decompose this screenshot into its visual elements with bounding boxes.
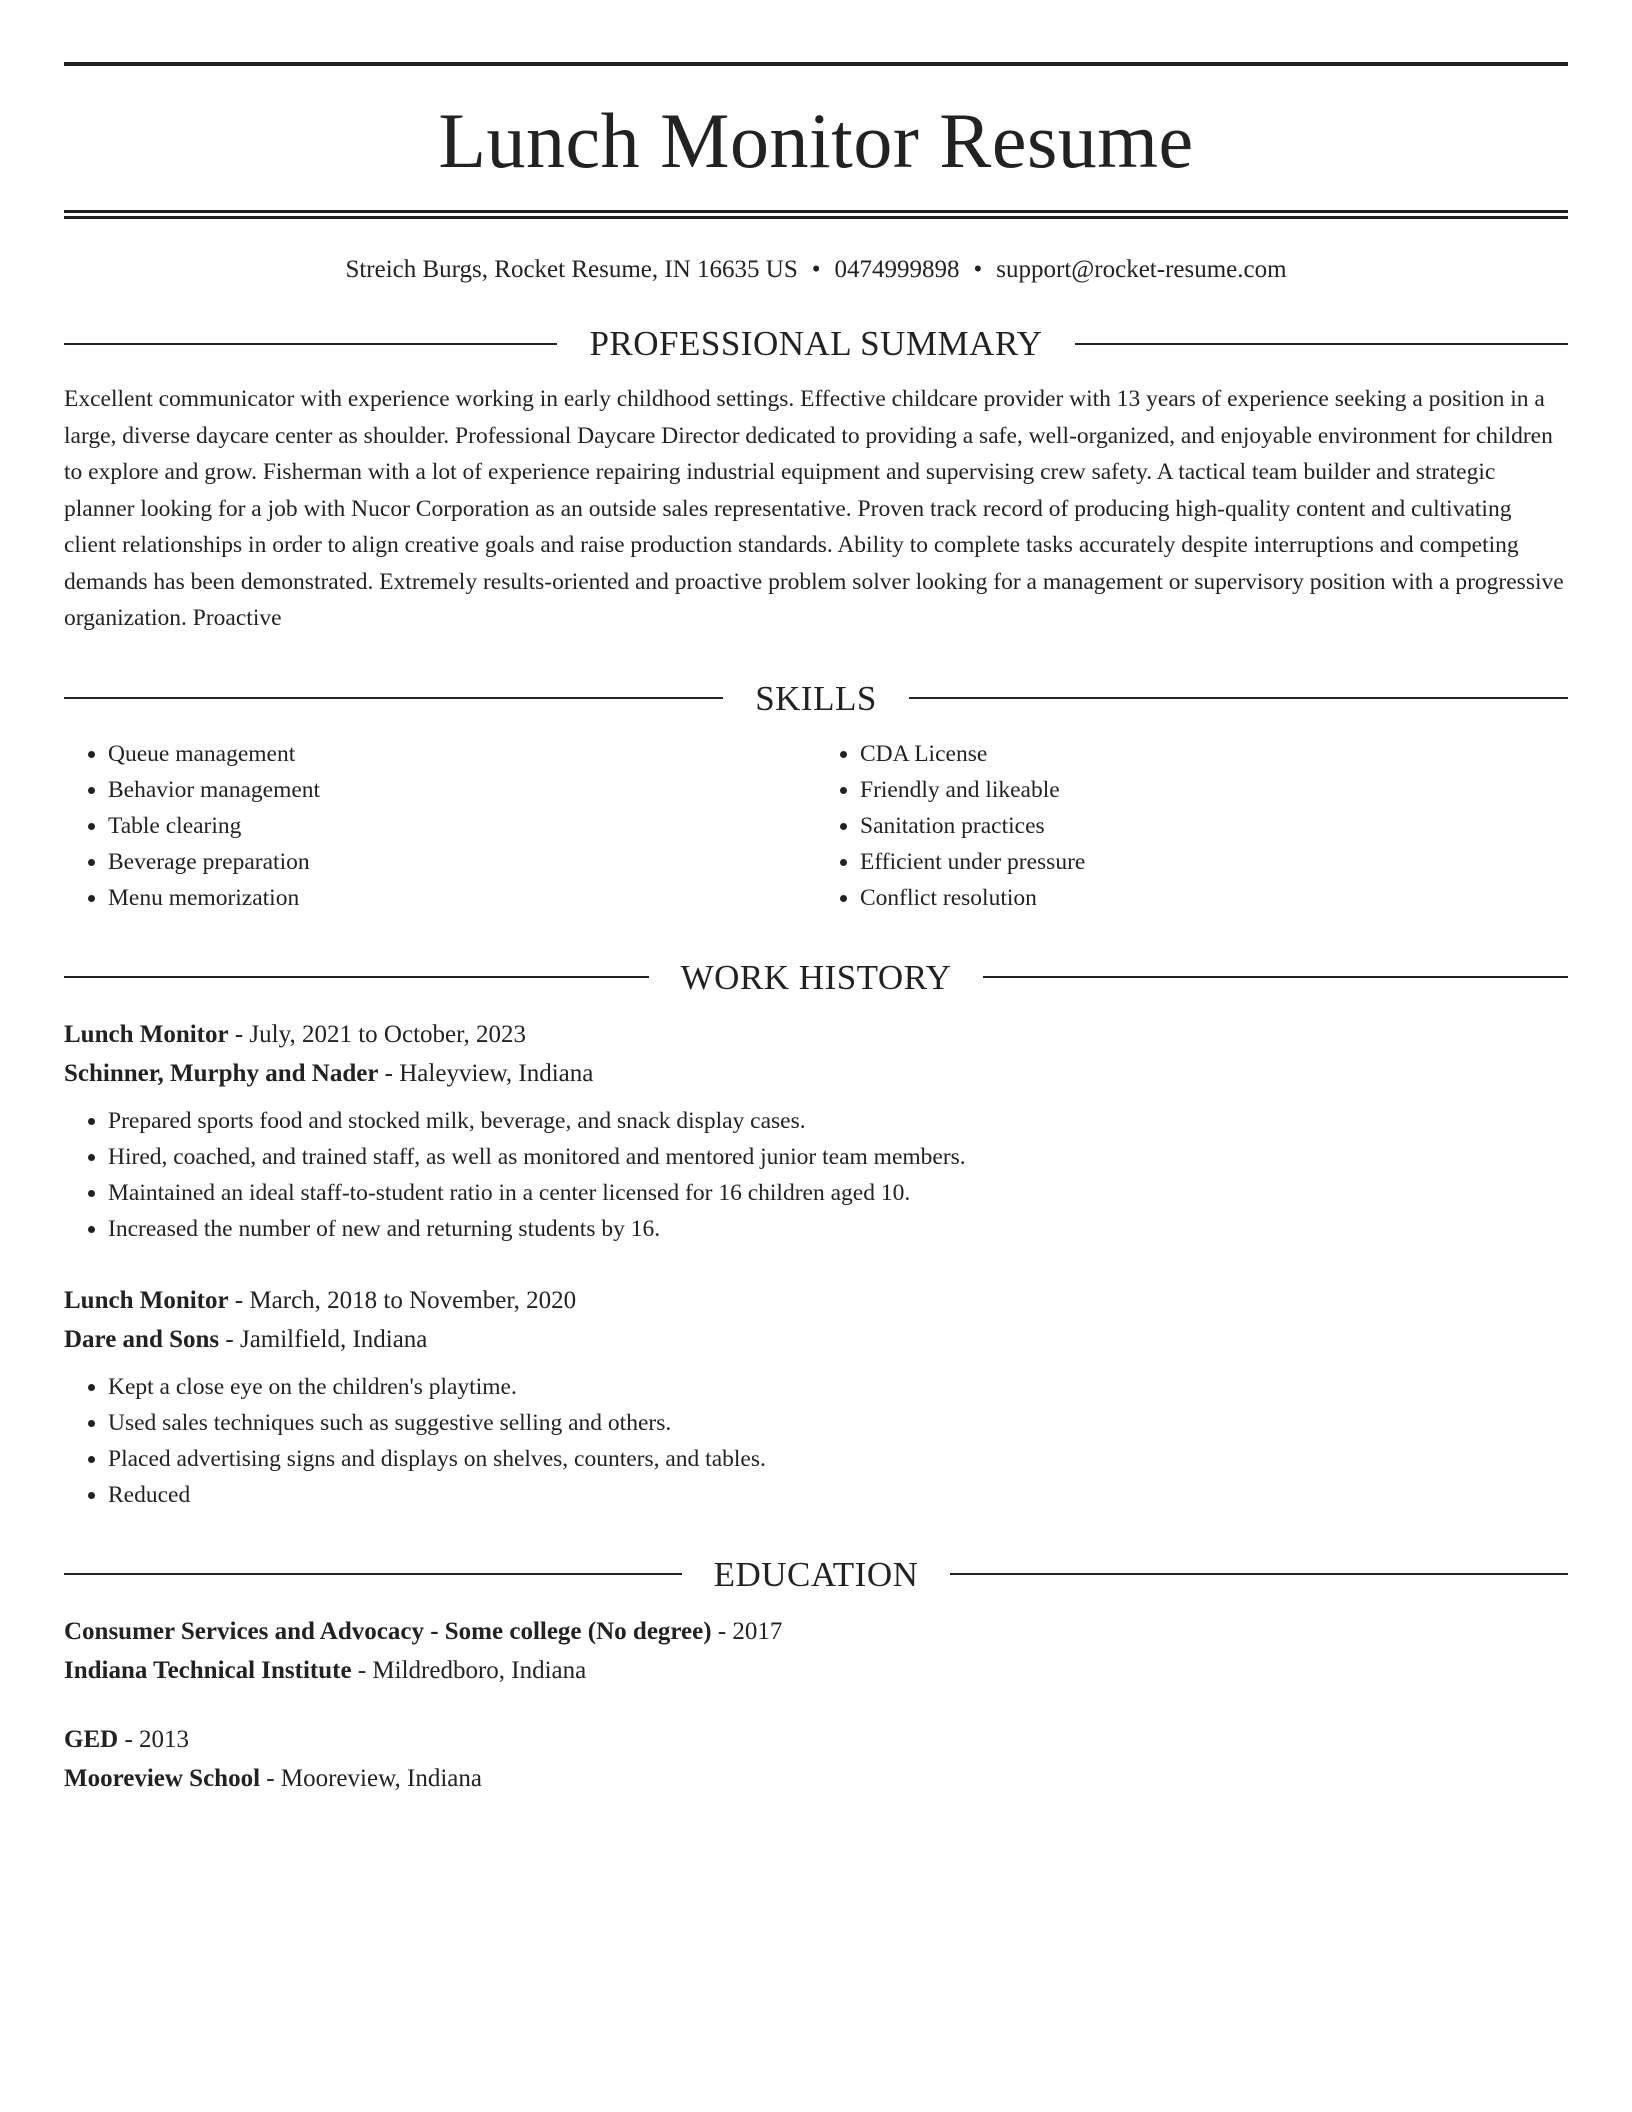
job-bullets (64, 1369, 1568, 1513)
education-section-heading (64, 1554, 1568, 1594)
skill-item: • Friendly and likeable (860, 772, 1568, 808)
summary-text: Excellent communicator with experience working in early childhood settings. Effective childcare provider with 13 years of experience seeking a position in a large, diverse daycare center as shoulder. Professional Daycare Director dedicated to providing a safe, well-organized, and enjoyable environment for children to explore and grow. Fisherman with a lot of experience repairing industrial equipment and supervising crew safety. A tactical team builder and strategic planner looking for a job with Nucor Corporation as an outside sales representative. Proven track record of producing high-quality content and cultivating client relationships in order to align creative goals and raise production standards. Ability to complete tasks accurately despite interruptions and competing demands has been demonstrated. Extremely results-oriented and proactive problem solver looking for a management or supervisory position with a progressive organization. Proactive (64, 386, 1564, 631)
job-bullet: • Used sales techniques such as suggestive selling and others. (108, 1405, 1568, 1441)
school-line (64, 1759, 1568, 1798)
skills-column-left (64, 736, 816, 916)
degree-year: - 2017 (711, 1617, 783, 1645)
school-name: Mooreview School (64, 1764, 261, 1792)
top-rule (64, 62, 1568, 66)
degree-line (64, 1612, 1568, 1651)
job-bullet: • Increased the number of new and returning students by 16. (108, 1211, 1568, 1247)
job-bullet: • Kept a close eye on the children's playtime. (108, 1369, 1568, 1405)
skill-item: • Queue management (108, 736, 816, 772)
contact-phone: 0474999898 (834, 256, 960, 283)
work-section-heading (64, 957, 1568, 997)
degree-name: GED (64, 1725, 119, 1753)
education-entry (64, 1720, 1568, 1798)
degree-year: - 2013 (118, 1725, 190, 1753)
degree-line (64, 1720, 1568, 1759)
skill-item: • Menu memorization (108, 880, 816, 916)
work-heading-label: WORK HISTORY (680, 957, 952, 997)
heading-rule-left (64, 976, 649, 978)
job-dates: - July, 2021 to October, 2023 (228, 1020, 526, 1048)
school-name: Indiana Technical Institute (64, 1656, 352, 1684)
skill-item: • Behavior management (108, 772, 816, 808)
heading-rule-left (64, 1573, 682, 1575)
skill-item: • Efficient under pressure (860, 844, 1568, 880)
skill-item: • CDA License (860, 736, 1568, 772)
job-company: Dare and Sons (64, 1325, 220, 1353)
resume-title: Lunch Monitor Resume (438, 97, 1194, 184)
job-bullet: • Maintained an ideal staff-to-student ratio in a center licensed for 16 children aged 10. (108, 1175, 1568, 1211)
title-double-rule (64, 210, 1568, 219)
contact-email: support@rocket-resume.com (996, 256, 1287, 283)
heading-rule-right (909, 697, 1568, 699)
skill-item: • Beverage preparation (108, 844, 816, 880)
heading-rule-right (1075, 343, 1568, 345)
job-bullet: • Hired, coached, and trained staff, as well as monitored and mentored junior team members. (108, 1139, 1568, 1175)
heading-rule-left (64, 343, 557, 345)
education-entry (64, 1612, 1568, 1690)
skill-item: • Table clearing (108, 808, 816, 844)
contact-separator: • (811, 256, 821, 283)
skills-section-heading (64, 678, 1568, 718)
summary-section-heading (64, 326, 1568, 361)
contact-separator: • (973, 256, 983, 283)
job-bullet: • Prepared sports food and stocked milk, beverage, and snack display cases. (108, 1103, 1568, 1139)
skills-column-right (816, 736, 1568, 916)
work-entry (64, 1015, 1568, 1247)
skill-item: • Conflict resolution (860, 880, 1568, 916)
summary-heading-label: PROFESSIONAL SUMMARY (589, 324, 1043, 363)
degree-name: Consumer Services and Advocacy - Some college (No degree) (64, 1617, 712, 1645)
contact-line (64, 257, 1568, 282)
job-title-line (64, 1281, 1568, 1320)
job-company: Schinner, Murphy and Nader (64, 1059, 379, 1087)
job-location: - Haleyview, Indiana (378, 1059, 594, 1087)
job-title: Lunch Monitor (64, 1286, 229, 1314)
job-title-line (64, 1015, 1568, 1054)
skills-list (64, 736, 1568, 916)
school-location: - Mildredboro, Indiana (351, 1656, 587, 1684)
skills-heading-label: SKILLS (755, 678, 877, 718)
education-heading-label: EDUCATION (713, 1554, 919, 1594)
school-location: - Mooreview, Indiana (260, 1764, 482, 1792)
job-title: Lunch Monitor (64, 1020, 229, 1048)
contact-address: Streich Burgs, Rocket Resume, IN 16635 US (345, 256, 798, 283)
heading-rule-right (950, 1573, 1568, 1575)
job-bullet: • Reduced (108, 1477, 1568, 1513)
job-bullet: • Placed advertising signs and displays on shelves, counters, and tables. (108, 1441, 1568, 1477)
job-company-line (64, 1054, 1568, 1093)
job-dates: - March, 2018 to November, 2020 (228, 1286, 577, 1314)
job-bullets (64, 1103, 1568, 1247)
heading-rule-right (983, 976, 1568, 978)
work-entry (64, 1281, 1568, 1513)
job-company-line (64, 1320, 1568, 1359)
school-line (64, 1651, 1568, 1690)
skill-item: • Sanitation practices (860, 808, 1568, 844)
job-location: - Jamilfield, Indiana (219, 1325, 428, 1353)
heading-rule-left (64, 697, 723, 699)
